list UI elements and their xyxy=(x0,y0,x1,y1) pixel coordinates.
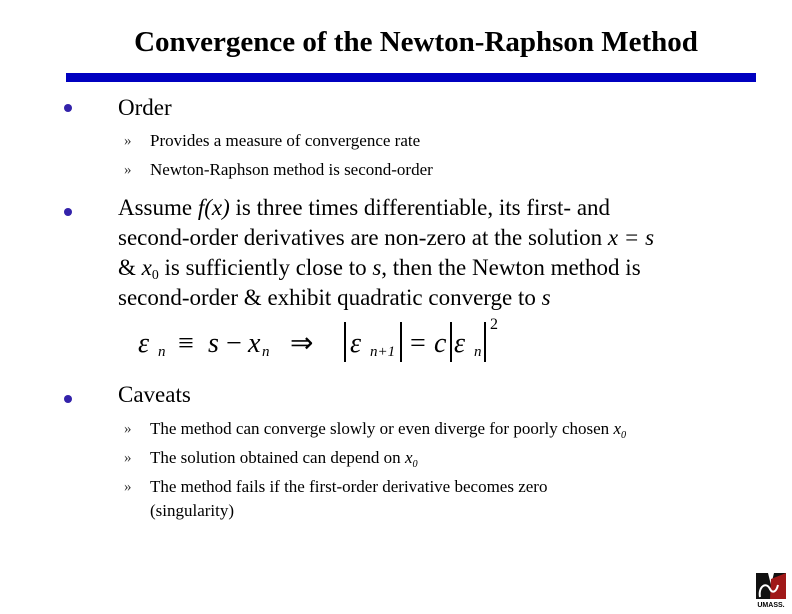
slide-title: Convergence of the Newton-Raphson Method xyxy=(134,26,698,58)
bullet-assume-line: Assume f(x) is three times differentiable, its first- and xyxy=(118,195,611,220)
sub-marker: » xyxy=(124,479,132,495)
bullet-dot xyxy=(64,104,72,112)
bullet-dot xyxy=(64,208,72,216)
sub-bullet: Provides a measure of convergence rate xyxy=(150,131,421,150)
title-rule xyxy=(66,73,756,82)
sub-bullet: The solution obtained can depend on $x_0$ xyxy=(150,448,418,470)
bullet-caveats: Caveats xyxy=(118,382,191,407)
sub-marker: » xyxy=(124,421,132,437)
umass-logo xyxy=(754,571,788,609)
bullet-assume-line: & $x_0$ is sufficiently close to s, then the Newton method is xyxy=(118,255,641,282)
sub-marker: » xyxy=(124,133,132,149)
sub-bullet: The method can converge slowly or even diverge for poorly chosen $x_0$ xyxy=(150,419,627,441)
sub-marker: » xyxy=(124,162,132,178)
sub-bullet: The method fails if the first-order derivative becomes zero xyxy=(150,477,548,496)
equation: ε n ≡ s − x n ⇒ ε n+1 = c ε n 2 xyxy=(138,316,498,360)
sub-bullet: Newton-Raphson method is second-order xyxy=(150,160,433,179)
bullet-order: Order xyxy=(118,95,172,120)
umass-logo-icon xyxy=(754,571,788,609)
bullet-dot xyxy=(64,395,72,403)
sub-bullet-continuation: (singularity) xyxy=(150,501,235,520)
sub-marker: » xyxy=(124,450,132,466)
bullet-assume-line: second-order derivatives are non-zero at the solution x = s xyxy=(118,225,655,250)
bullet-assume-line: second-order & exhibit quadratic converge to s xyxy=(118,285,551,310)
svg-text:UMASS.: UMASS. xyxy=(757,602,785,609)
